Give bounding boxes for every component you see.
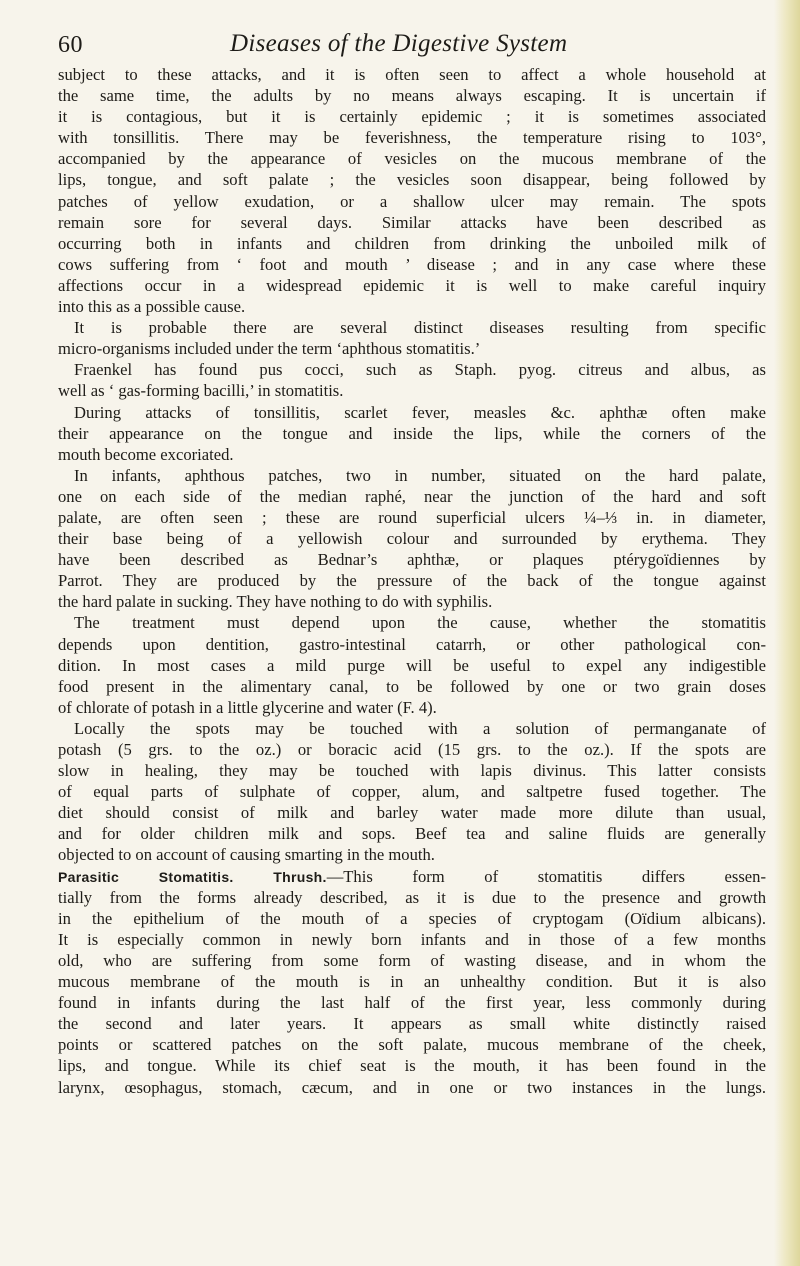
page-header [58,30,764,64]
text-line: the same time, the adults by no means always escaping. It is uncertain if [58,86,766,106]
text-line: into this as a possible cause. [58,297,246,317]
text-line: objected to on account of causing smarting in the mouth. [58,845,435,865]
section-heading: Parasitic Stomatitis. Thrush. [58,868,327,885]
text-line: depends upon dentition, gastro-intestinal catarrh, or other pathological con- [58,634,766,654]
text-line: their base being of a yellowish colour and surrounded by erythema. They [58,529,766,549]
text-line: The treatment must depend upon the cause, whether the stomatitis [74,613,766,633]
text-line: potash (5 grs. to the oz.) or boracic acid (15 grs. to the oz.). If the spots are [58,740,766,759]
text-line: lips, tongue, and soft palate ; the vesicles soon disappear, being followed by [58,170,766,190]
text-line: During attacks of tonsillitis, scarlet fever, measles &c. aphthæ often make [74,402,766,422]
text-line: mucous membrane of the mouth is in an unhealthy condition. But it is also [58,972,766,992]
text-line: dition. In most cases a mild purge will be useful to expel any indigestible [58,655,766,675]
text-line: food present in the alimentary canal, to be followed by one or two grain doses [58,676,766,696]
text-line: one on each side of the median raphé, near the junction of the hard and soft [58,486,766,506]
text-line: well as ‘ gas-forming bacilli,’ in stomatitis. [58,381,344,401]
text-line: mouth become excoriated. [58,444,234,464]
text-line: of equal parts of sulphate of copper, alum, and saltpetre fused together. The [58,782,766,802]
text-line: have been described as Bednar’s aphthæ, or plaques ptérygoïdiennes by [58,550,766,570]
text-line: it is contagious, but it is certainly epidemic ; it is sometimes associated [58,107,766,127]
text-line: cows suffering from ‘ foot and mouth ’ disease ; and in any case where these [58,254,766,274]
text-line: Locally the spots may be touched with a solution of permanganate of [74,718,766,738]
text-line: the hard palate in sucking. They have nothing to do with syphilis. [58,592,493,612]
text-line: larynx, œsophagus, stomach, cæcum, and in one or two instances in the lungs. [58,1077,766,1097]
text-line: In infants, aphthous patches, two in number, situated on the hard palate, [74,465,766,485]
text-line: It is probable there are several distinct diseases resulting from specific [74,318,766,338]
text-line: and for older children milk and sops. Beef tea and saline fluids are generally [58,824,766,844]
text-line: slow in healing, they may be touched with lapis divinus. This latter consists [58,761,766,781]
text-line: of chlorate of potash in a little glycerine and water (F. 4). [58,697,437,717]
text-line: in the epithelium of the mouth of a species of cryptogam (Oïdium albicans). [58,908,766,928]
text-line: lips, and tongue. While its chief seat is the mouth, it has been found in the [58,1056,766,1076]
text-line: their appearance on the tongue and inside the lips, while the corners of the [58,423,766,443]
page-number: 60 [58,32,83,58]
text-line: subject to these attacks, and it is often seen to affect a whole household at [58,65,766,84]
section-heading-continuation: —This form of stomatitis differs essen- [326,866,766,886]
running-title: Diseases of the Digestive System [230,30,568,57]
section-heading-line [58,866,766,887]
text-line: remain sore for several days. Similar attacks have been described as [58,212,766,232]
text-line: old, who are suffering from some form of wasting disease, and in whom the [58,950,766,970]
text-line: palate, are often seen ; these are round superficial ulcers ¼–⅓ in. in diameter, [58,507,766,527]
text-line: Parrot. They are produced by the pressure of the back of the tongue against [58,571,766,591]
text-line: the second and later years. It appears as small white distinctly raised [58,1014,766,1034]
text-line: affections occur in a widespread epidemic it is well to make careful inquiry [58,275,766,295]
page-edge-stain [774,0,800,1266]
text-line: tially from the forms already described, as it is due to the presence and growth [58,887,766,907]
text-line: accompanied by the appearance of vesicles on the mucous membrane of the [58,149,766,169]
text-line: with tonsillitis. There may be feverishness, the temperature rising to 103°, [58,128,766,148]
text-line: micro-organisms included under the term ‘aphthous stomatitis.’ [58,339,481,359]
body-text [58,64,766,1098]
text-line: diet should consist of milk and barley water made more dilute than usual, [58,803,766,823]
text-line: occurring both in infants and children from drinking the unboiled milk of [58,233,766,253]
text-line: Fraenkel has found pus cocci, such as Staph. pyog. citreus and albus, as [74,360,766,380]
text-line: points or scattered patches on the soft palate, mucous membrane of the cheek, [58,1035,766,1055]
text-line: patches of yellow exudation, or a shallow ulcer may remain. The spots [58,191,766,211]
text-line: found in infants during the last half of the first year, less commonly during [58,993,766,1013]
text-line: It is especially common in newly born infants and in those of a few months [58,929,766,949]
